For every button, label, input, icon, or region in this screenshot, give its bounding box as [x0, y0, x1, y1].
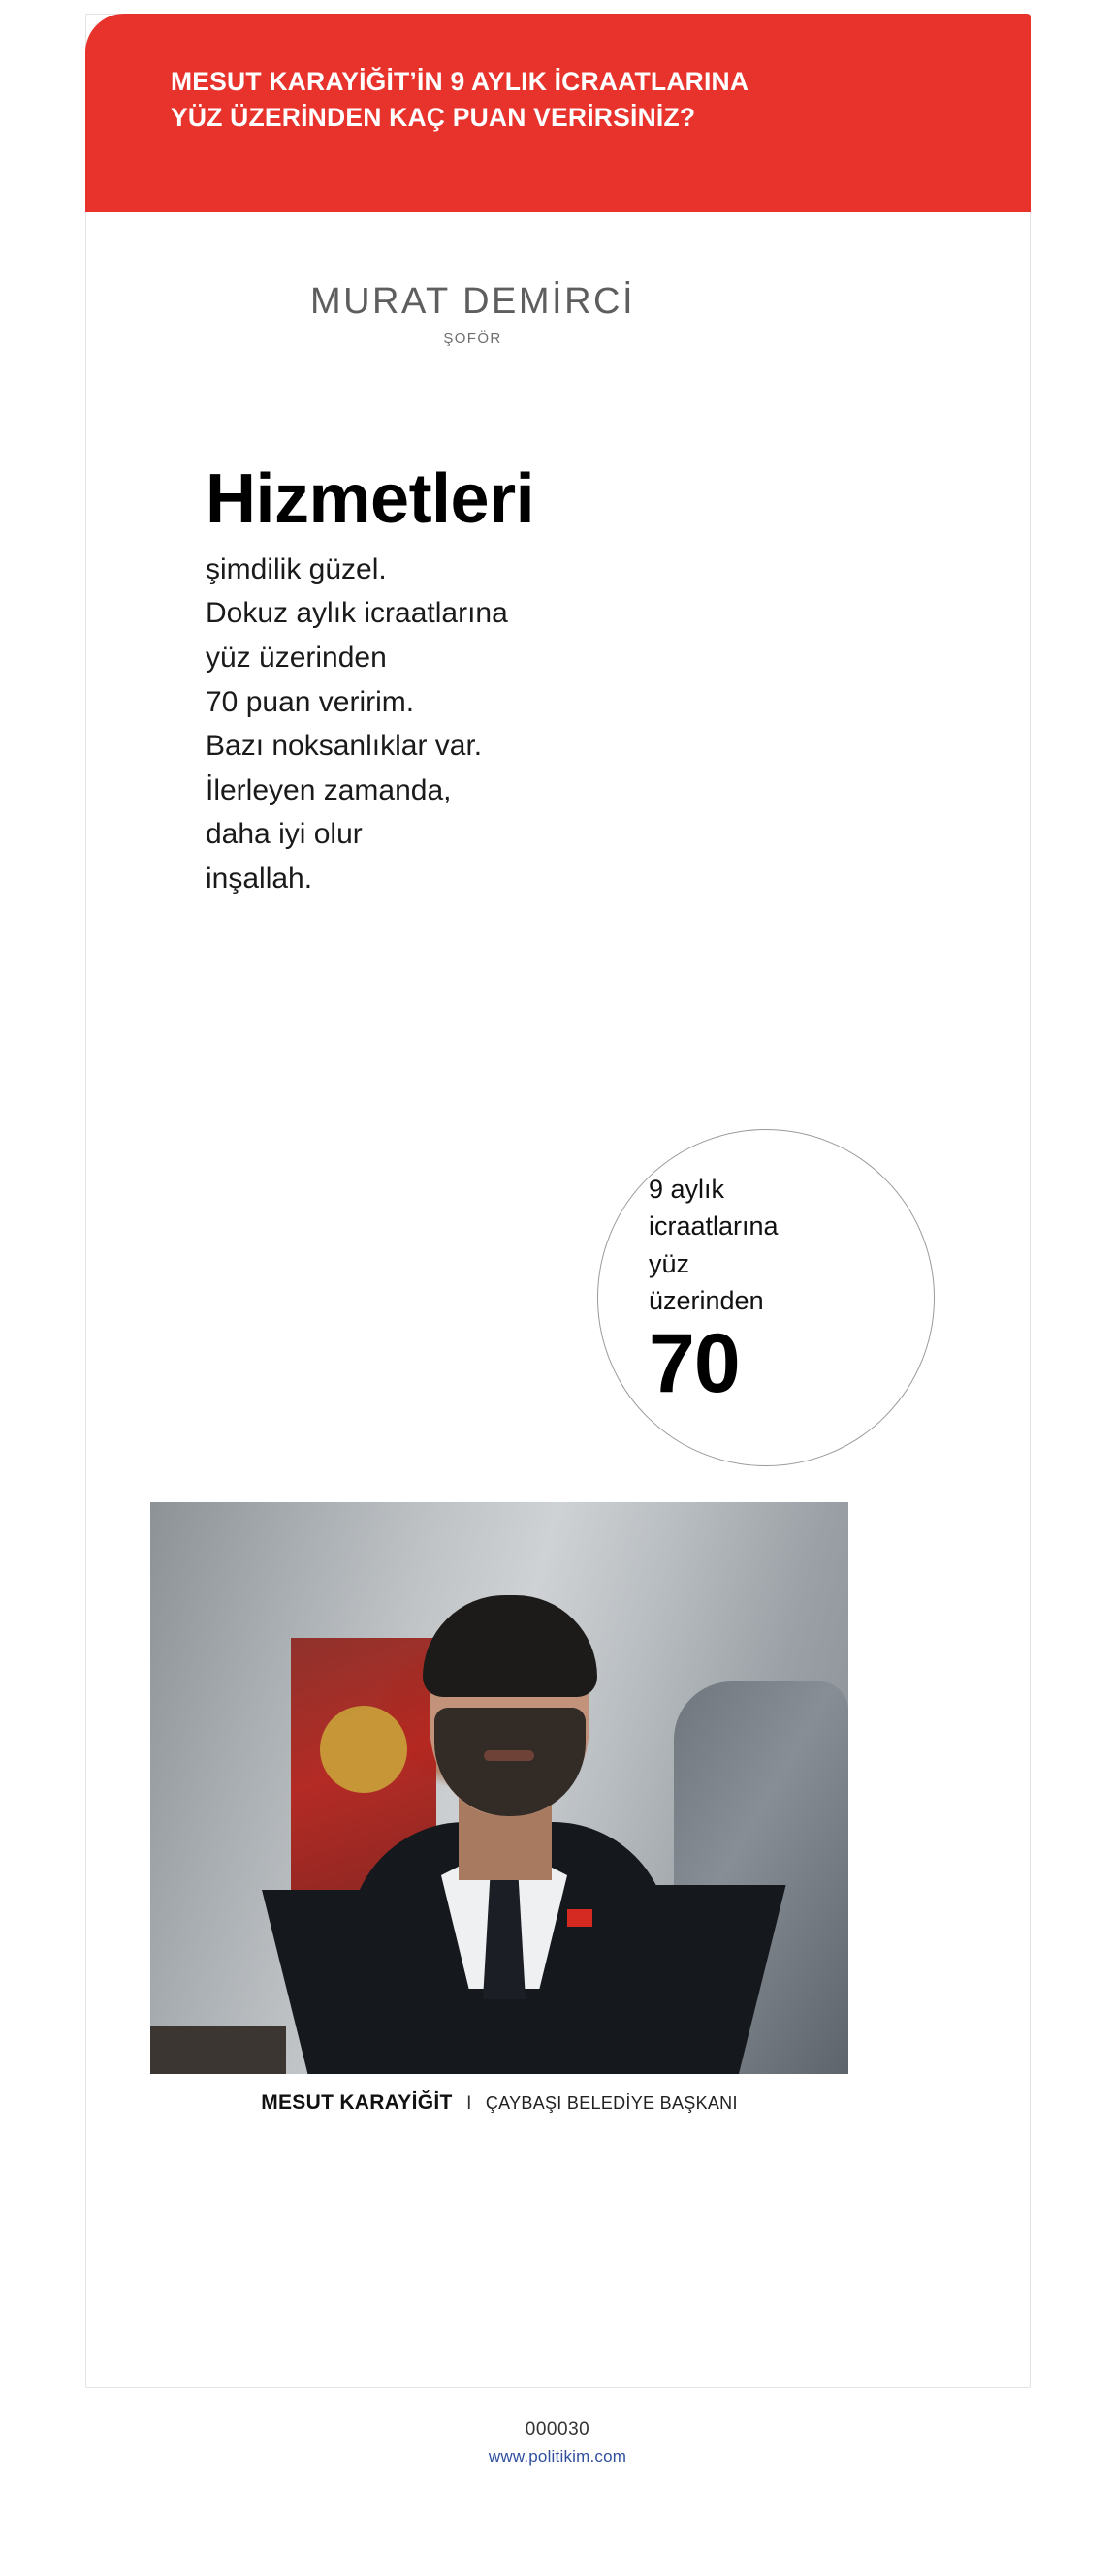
quote-line: İlerleyen zamanda,	[206, 773, 452, 806]
footer-url[interactable]: www.politikim.com	[488, 2447, 627, 2466]
beard	[434, 1708, 586, 1816]
lapel-flag-pin	[567, 1909, 592, 1927]
flag-emblem	[320, 1706, 407, 1793]
caption-separator: I	[466, 2093, 472, 2114]
caption-title: ÇAYBAŞI BELEDİYE BAŞKANI	[485, 2093, 738, 2113]
score-label-line: icraatlarına	[649, 1211, 779, 1241]
quote-line: yüz üzerinden	[206, 642, 387, 675]
respondent-name: MURAT DEMİRCİ	[309, 281, 636, 322]
footer-code: 000030	[525, 2419, 590, 2439]
quote-line: inşallah.	[206, 863, 313, 895]
quote-lead: Hizmetleri	[206, 460, 535, 538]
photo-caption	[150, 2091, 848, 2115]
portrait-photo	[150, 1502, 848, 2074]
quote-line: daha iyi olur	[206, 818, 363, 851]
score-badge	[597, 1129, 935, 1466]
quote-block	[206, 460, 884, 901]
score-value: 70	[649, 1317, 740, 1411]
headline-banner	[85, 14, 1031, 212]
score-label-line: 9 aylık	[649, 1175, 725, 1204]
footer	[0, 2419, 1115, 2466]
respondent-block	[0, 281, 945, 347]
score-label-line: yüz	[649, 1248, 690, 1278]
caption-name: MESUT KARAYİĞİT	[261, 2091, 453, 2114]
headline-line-1: MESUT KARAYİĞİT’İN 9 AYLIK İCRAATLARINA	[171, 67, 749, 96]
desk-edge	[150, 2026, 286, 2074]
quote-line: Dokuz aylık icraatlarına	[206, 597, 508, 630]
score-label-line: üzerinden	[649, 1285, 764, 1315]
quote-line: Bazı noksanlıklar var.	[206, 730, 483, 763]
quote-line: 70 puan veririm.	[206, 685, 415, 718]
quote-line: şimdilik güzel.	[206, 552, 387, 585]
headline-line-2: YÜZ ÜZERİNDEN KAÇ PUAN VERİRSİNİZ?	[171, 102, 696, 132]
respondent-role: ŞOFÖR	[443, 330, 502, 347]
portrait-photo-image	[150, 1502, 848, 2074]
mouth	[484, 1750, 534, 1761]
hair	[423, 1595, 597, 1697]
